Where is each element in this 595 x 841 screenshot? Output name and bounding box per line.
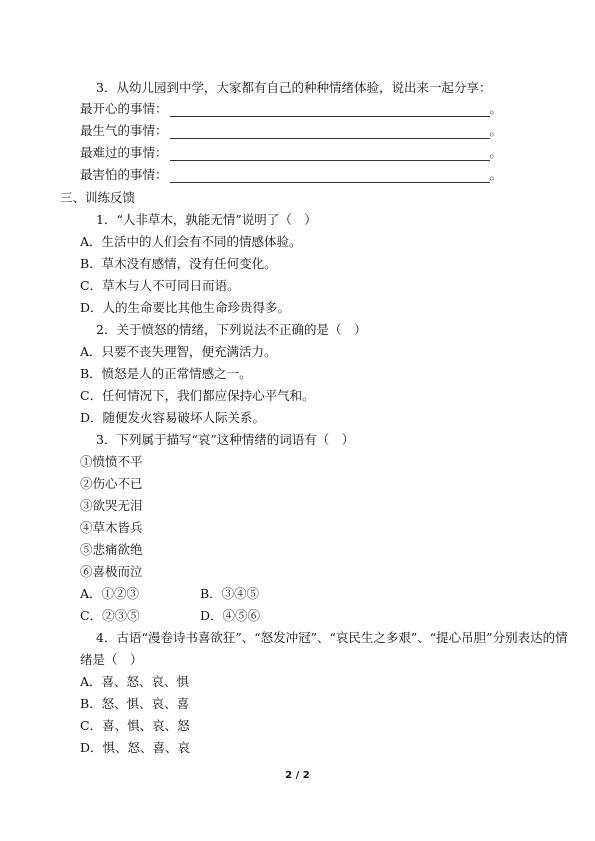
section-heading: 三、训练反馈 bbox=[60, 190, 136, 205]
question-2-option-b: B．愤怒是人的正常情感之一。 bbox=[80, 366, 252, 381]
fill-blank[interactable] bbox=[170, 169, 490, 183]
question-4-stem-line-1: 4．古语“漫卷诗书喜欲狂”、“怒发冲冠”、“哀民生之多艰”、“提心吊胆”分别表达的情 bbox=[96, 630, 568, 645]
fill-label: 最害怕的事情： bbox=[80, 167, 168, 182]
fill-label: 最难过的事情： bbox=[80, 145, 168, 160]
question-3-option-c: C．②③⑤ bbox=[80, 608, 140, 623]
question-3-item-1: ①愤愤不平 bbox=[80, 454, 143, 469]
question-4-option-d: D．惧、怒、喜、哀 bbox=[80, 740, 191, 755]
question-3-item-4: ④草木皆兵 bbox=[80, 520, 143, 535]
fill-end: 。 bbox=[489, 101, 503, 116]
question-1-stem: 1．“人非草木，孰能无情”说明了（ ） bbox=[96, 212, 317, 227]
question-4-option-c: C．喜、惧、哀、怒 bbox=[80, 718, 190, 733]
question-3-option-a: A．①②③ bbox=[80, 586, 140, 601]
question-1-option-b: B．草木没有感情，没有任何变化。 bbox=[80, 256, 277, 271]
question-1-option-a: A．生活中的人们会有不同的情感体验。 bbox=[80, 234, 302, 249]
question-3-item-2: ②伤心不已 bbox=[80, 476, 143, 491]
page-number: 2 / 2 bbox=[285, 770, 310, 781]
question-3-stem: 3．下列属于描写“哀”这种情绪的词语有（ ） bbox=[96, 432, 355, 447]
question-3-item-3: ③欲哭无泪 bbox=[80, 498, 143, 513]
fill-line-scariest bbox=[80, 167, 502, 183]
question-3-option-b: B．③④⑤ bbox=[200, 586, 260, 601]
question-1-option-c: C．草木与人不可同日而语。 bbox=[80, 278, 240, 293]
question-4-stem-line-2: 绪是（ ） bbox=[80, 652, 143, 667]
fill-end: 。 bbox=[489, 123, 503, 138]
fill-end: 。 bbox=[489, 167, 503, 182]
question-1-option-d: D．人的生命要比其他生命珍贵得多。 bbox=[80, 300, 291, 315]
question-4-option-b: B．怒、惧、哀、喜 bbox=[80, 696, 190, 711]
question-2-option-c: C．任何情况下，我们都应保持心平气和。 bbox=[80, 388, 315, 403]
question-2-option-a: A．只要不丧失理智，便充满活力。 bbox=[80, 344, 277, 359]
fill-label: 最生气的事情： bbox=[80, 123, 168, 138]
fill-blank[interactable] bbox=[170, 147, 490, 161]
fill-line-happiest bbox=[80, 101, 502, 117]
question-3-intro: 3．从幼儿园到中学，大家都有自己的种种情绪体验，说出来一起分享： bbox=[96, 80, 492, 95]
question-3-option-d: D．④⑤⑥ bbox=[200, 608, 261, 623]
question-4-option-a: A．喜、怒、哀、惧 bbox=[80, 674, 190, 689]
fill-blank[interactable] bbox=[170, 103, 490, 117]
fill-line-angriest bbox=[80, 123, 502, 139]
question-3-item-6: ⑥喜极而泣 bbox=[80, 564, 143, 579]
fill-label: 最开心的事情： bbox=[80, 101, 168, 116]
fill-line-saddest bbox=[80, 145, 502, 161]
question-2-stem: 2．关于愤怒的情绪，下列说法不正确的是（ ） bbox=[96, 322, 367, 337]
fill-blank[interactable] bbox=[170, 125, 490, 139]
fill-end: 。 bbox=[489, 145, 503, 160]
question-2-option-d: D．随便发火容易破坏人际关系。 bbox=[80, 410, 266, 425]
question-3-item-5: ⑤悲痛欲绝 bbox=[80, 542, 143, 557]
